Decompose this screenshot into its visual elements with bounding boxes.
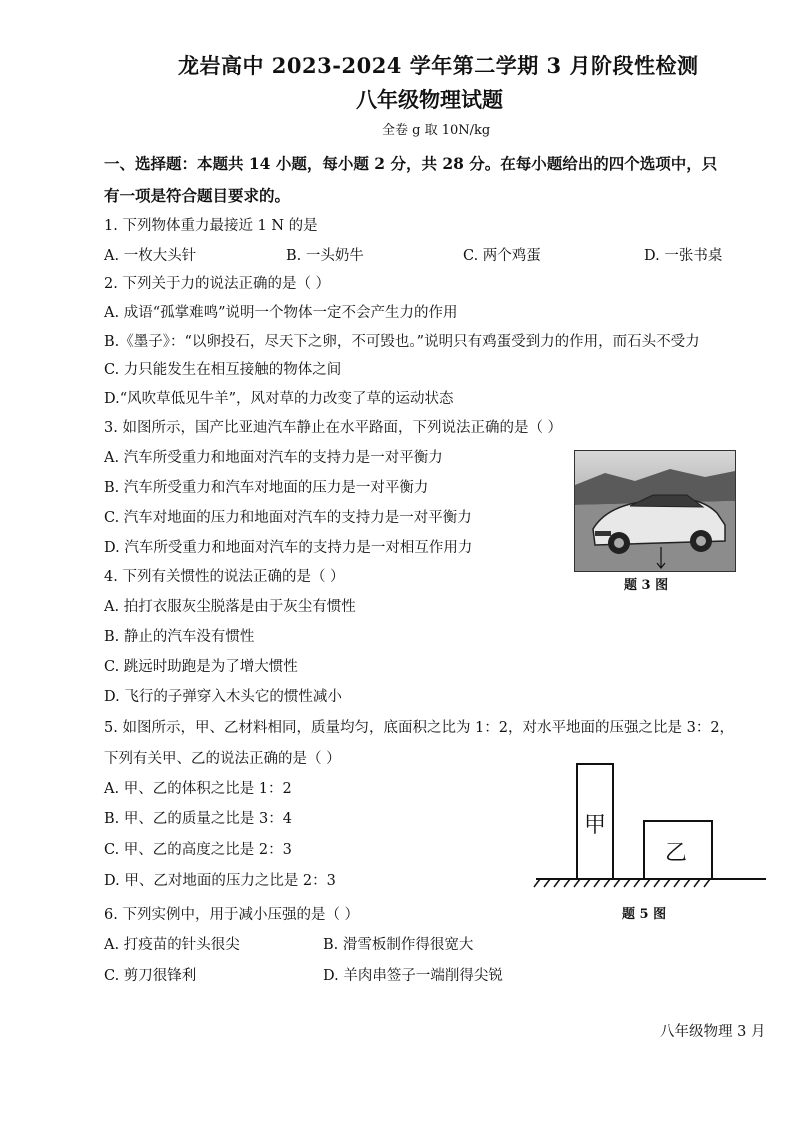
question-3-option-b: B. 汽车所受重力和汽车对地面的压力是一对平衡力 — [104, 480, 429, 496]
question-5-stem-line2: 下列有关甲、乙的说法正确的是（ ） — [104, 751, 341, 767]
exam-subtitle: 八年级物理试题 — [356, 87, 503, 112]
question-5-option-c: C. 甲、乙的高度之比是 2：3 — [104, 842, 292, 858]
question-5-option-b: B. 甲、乙的质量之比是 3：4 — [104, 811, 292, 827]
question-2-option-b: B.《墨子》：“以卵投石，尽天下之卵，不可毁也。”说明只有鸡蛋受到力的作用，而石头不受力 — [104, 334, 700, 350]
question-3-stem: 3. 如图所示，国产比亚迪汽车静止在水平路面，下列说法正确的是（ ） — [104, 420, 563, 436]
exam-title: 龙岩高中 2023-2024 学年第二学期 3 月阶段性检测 — [178, 53, 699, 78]
question-5-option-d: D. 甲、乙对地面的压力之比是 2：3 — [104, 873, 336, 889]
question-3-option-c: C. 汽车对地面的压力和地面对汽车的支持力是一对平衡力 — [104, 510, 472, 526]
question-4-option-c: C. 跳远时助跑是为了增大惯性 — [104, 659, 298, 675]
question-1-option-a: A. 一枚大头针 — [104, 248, 197, 264]
question-6-option-a: A. 打疫苗的针头很尖 — [104, 937, 240, 953]
question-1-stem: 1. 下列物体重力最接近 1 N 的是 — [104, 218, 318, 234]
figure-5-diagram — [530, 758, 770, 888]
figure-5-caption: 题 5 图 — [622, 907, 667, 922]
figure-3-caption: 题 3 图 — [624, 578, 669, 593]
question-6-stem: 6. 下列实例中，用于减小压强的是（ ） — [104, 907, 360, 923]
question-5-stem: 5. 如图所示，甲、乙材料相同，质量均匀，底面积之比为 1：2，对水平地面的压强之比是 3：2， — [104, 720, 735, 736]
block-yi-label: 乙 — [664, 841, 688, 866]
question-1-option-c: C. 两个鸡蛋 — [463, 248, 541, 264]
question-4-option-b: B. 静止的汽车没有惯性 — [104, 629, 255, 645]
page-footer: 八年级物理 3 月 — [660, 1024, 766, 1040]
question-3-option-a: A. 汽车所受重力和地面对汽车的支持力是一对平衡力 — [104, 450, 443, 466]
question-2-option-d: D.“风吹草低见牛羊”，风对草的力改变了草的运动状态 — [104, 391, 454, 407]
question-6-option-b: B. 滑雪板制作得很宽大 — [323, 937, 474, 953]
question-5-option-a: A. 甲、乙的体积之比是 1：2 — [104, 781, 292, 797]
section-heading-line1: 一、选择题：本题共 14 小题，每小题 2 分，共 28 分。在每小题给出的四个选项中，只 — [104, 154, 718, 173]
question-1-option-d: D. 一张书桌 — [644, 248, 723, 264]
question-4-option-d: D. 飞行的子弹穿入木头它的惯性减小 — [104, 689, 342, 705]
question-4-stem: 4. 下列有关惯性的说法正确的是（ ） — [104, 569, 345, 585]
question-2-option-c: C. 力只能发生在相互接触的物体之间 — [104, 362, 342, 378]
question-2-option-a: A. 成语“孤掌难鸣”说明一个物体一定不会产生力的作用 — [104, 305, 458, 321]
question-3-option-d: D. 汽车所受重力和地面对汽车的支持力是一对相互作用力 — [104, 540, 473, 556]
car-photo — [574, 450, 736, 572]
block-jia-label: 甲 — [583, 813, 607, 838]
exam-note: 全卷 g 取 10N/kg — [382, 123, 491, 138]
question-4-option-a: A. 拍打衣服灰尘脱落是由于灰尘有惯性 — [104, 599, 356, 615]
car-illustration — [575, 451, 735, 571]
question-2-stem: 2. 下列关于力的说法正确的是（ ） — [104, 276, 331, 292]
section-heading-line2: 有一项是符合题目要求的。 — [104, 186, 291, 205]
question-6-option-c: C. 剪刀很锋利 — [104, 968, 197, 984]
question-1-option-b: B. 一头奶牛 — [286, 248, 364, 264]
question-6-option-d: D. 羊肉串签子一端削得尖锐 — [323, 968, 503, 984]
ground-hatching — [534, 879, 710, 887]
